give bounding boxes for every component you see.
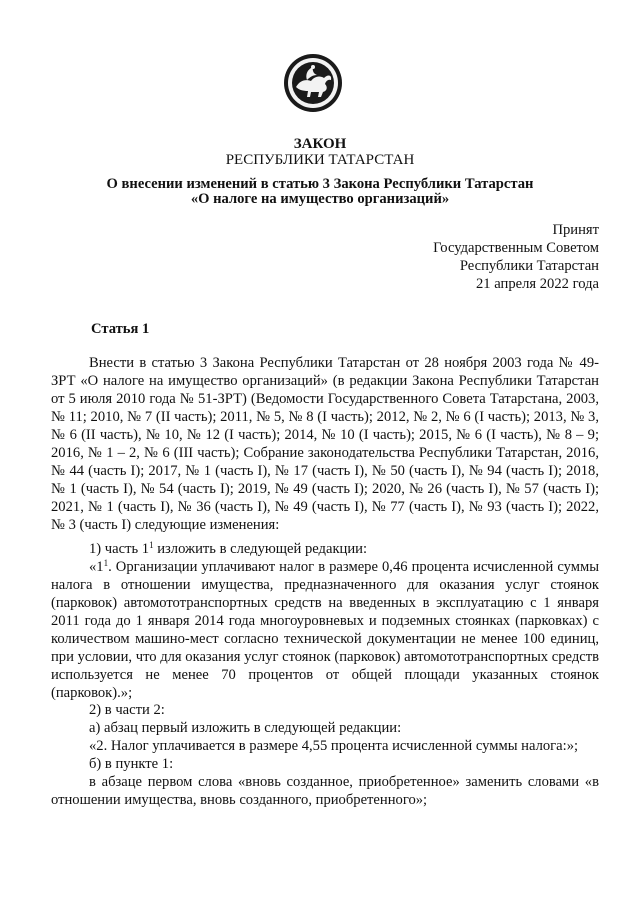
amendment-item-1 bbox=[51, 540, 599, 702]
item-2-heading: 2) в части 2: bbox=[89, 702, 165, 718]
item-2b-text: в абзаце первом слова «вновь созданное, приобретенное» заменить словами «в отношении имущества, вновь созданного, приобретенного»; bbox=[51, 774, 599, 808]
adopted-republic: Республики Татарстан bbox=[459, 258, 599, 274]
article-intro-paragraph: Внести в статью 3 Закона Республики Татарстан от 28 ноября 2003 года № 49-ЗРТ «О налоге на имущество организаций» (в редакции Закона Республики Татарстан от 5 июля 2010 года № 51-ЗРТ) (Ведомости Государственного Совета Татарстана, 2003, № 11; 2010, № 7 (II часть); 2011, № 5, № 8 (I часть); 2012, № 2, № 6 (I часть); 2013, № 3, № 6 (II часть), № 10, № 12 (I часть); 2014, № 10 (I часть); 2015, № 6 (I часть), № 8 – 9; 2016, № 1 – 2, № 6 (III часть); Собрание законодательства Республики Татарстан, 2016, № 44 (часть I); 2017, № 1 (часть I), № 17 (часть I), № 50 (часть I), № 94 (часть I); 2018, № 1 (часть I), № 54 (часть I); 2019, № 49 (часть I); 2020, № 26 (часть I), № 57 (часть I); 2021, № 1 (часть I), № 36 (часть I), № 49 (часть I), № 77 (часть I), № 93 (часть I); 2022, № 3 (часть I) следующие изменения: bbox=[51, 355, 599, 533]
adopted-label: Принят bbox=[552, 222, 599, 238]
law-title-line-2: «О налоге на имущество организаций» bbox=[190, 191, 450, 207]
law-title-line-1: О внесении изменений в статью 3 Закона Республики Татарстан bbox=[106, 176, 534, 192]
item-1-quote: «$1^1$. Организации уплачивают налог в размере 0,46 процента исчисленной суммы налога в отношении имущества, предназначенного для оказания услуг стоянок (парковок) автомототранспортных средств на введенных в эксплуатацию с 1 января 2011 года до 1 января 2014 года многоуровневых и подземных стоянках (парковках) с количеством машино-мест согласно технической документации не менее 100 единиц, при условии, что для оказания услуг стоянок (парковок) автомототранспортных средств используется не менее 70 процентов от общей площади указанных стоянок (парковок).»; bbox=[51, 558, 599, 701]
tatarstan-emblem-icon bbox=[283, 53, 343, 113]
item-1-heading: 1) часть $1^1$ изложить в следующей редакции: bbox=[89, 540, 368, 557]
item-2a-quote: «2. Налог уплачивается в размере 4,55 процента исчисленной суммы налога:»; bbox=[89, 738, 579, 754]
adoption-block bbox=[433, 221, 599, 293]
adoption-date: 21 апреля 2022 года bbox=[476, 276, 599, 292]
item-2b: б) в пункте 1: bbox=[89, 756, 174, 772]
article-heading: Статья 1 bbox=[91, 321, 150, 337]
item-2a: а) абзац первый изложить в следующей редакции: bbox=[89, 720, 402, 736]
republic-label: РЕСПУБЛИКИ ТАТАРСТАН bbox=[225, 152, 415, 168]
amendment-item-2 bbox=[51, 701, 599, 809]
adopted-by: Государственным Советом bbox=[433, 240, 599, 256]
law-label: ЗАКОН bbox=[293, 136, 347, 152]
